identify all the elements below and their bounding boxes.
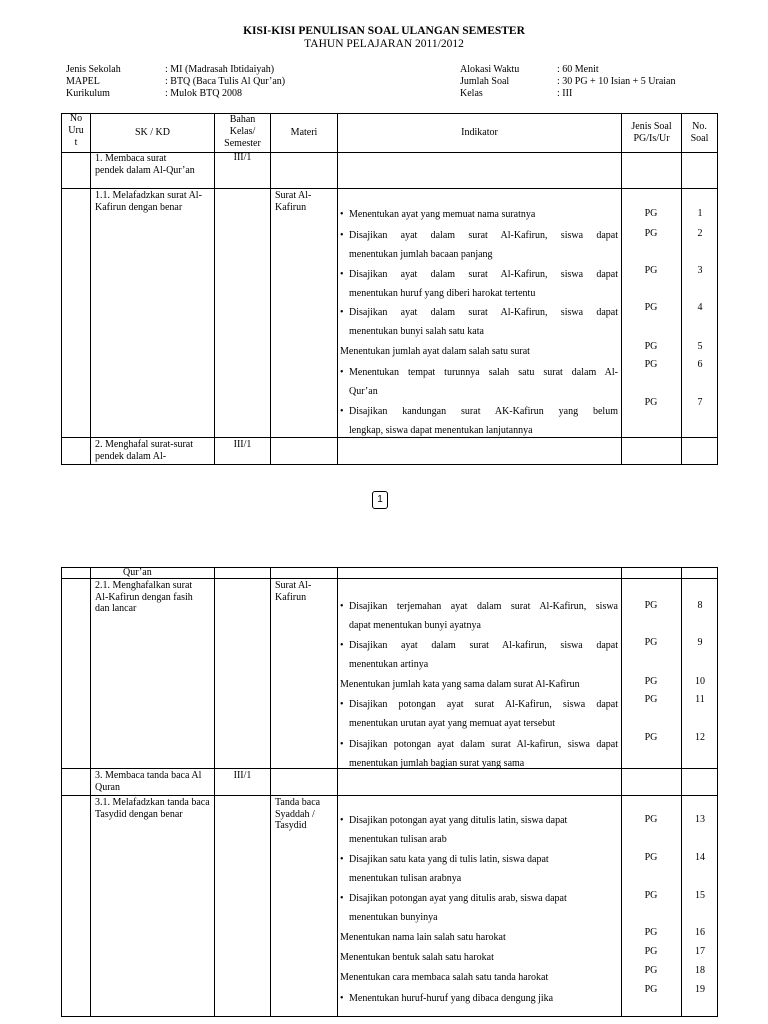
indicator-item: • Disajikan satu kata yang di tulis latin, siswa dapat menentukan tulisan arabnya <box>340 854 549 884</box>
question-number: 9 <box>697 637 703 648</box>
question-type: PG <box>644 208 658 219</box>
question-type: PG <box>644 228 658 239</box>
question-type: PG <box>644 265 658 276</box>
document-title: KISI-KISI PENULISAN SOAL ULANGAN SEMESTER <box>243 25 525 37</box>
question-number: 15 <box>695 890 705 901</box>
kelas-semester: III/1 <box>233 770 252 781</box>
info-value: : 60 Menit <box>557 64 599 75</box>
question-number: 8 <box>697 600 703 611</box>
question-number: 2 <box>697 228 703 239</box>
info-label: MAPEL <box>66 76 100 87</box>
indicator-item: • Menentukan tempat turunnya salah satu surat dalam Al- Qur’an <box>340 367 618 397</box>
info-value: : MI (Madrasah Ibtidaiyah) <box>165 64 275 75</box>
col-indikator: Indikator <box>461 127 498 138</box>
kd-text: 1.1. Melafadzkan surat Al-Kafirun dengan benar <box>95 190 202 213</box>
indicator-item: Menentukan cara membaca salah satu tanda harokat <box>340 972 549 983</box>
info-label: Kurikulum <box>66 88 110 99</box>
kd-text: 3.1. Melafadzkan tanda baca Tasydid dengan benar <box>95 797 210 820</box>
question-type: PG <box>644 984 658 995</box>
info-label: Jenis Sekolah <box>66 64 121 75</box>
question-number: 19 <box>695 984 705 995</box>
question-number: 4 <box>697 302 703 313</box>
col-materi: Materi <box>290 127 318 138</box>
question-number: 5 <box>697 341 703 352</box>
question-type: PG <box>644 676 658 687</box>
info-label: Alokasi Waktu <box>460 64 520 75</box>
question-type: PG <box>644 946 658 957</box>
info-label: Jumlah Soal <box>460 76 510 87</box>
question-type: PG <box>644 890 658 901</box>
indicator-item: • Disajikan potongan ayat surat Al-Kafirun, siswa dapat menentukan urutan ayat yang memuat ayat tersebut <box>340 699 618 729</box>
sk-text-continued: Qur’an <box>123 567 152 578</box>
question-number: 16 <box>695 927 705 938</box>
indicator-item: • Disajikan ayat dalam surat Al-Kafirun, siswa dapat menentukan jumlah bacaan panjang <box>340 230 618 260</box>
kelas-semester: III/1 <box>233 439 252 450</box>
sk-text: 2. Menghafal surat-surat pendek dalam Al- <box>95 439 194 462</box>
materi-text: Surat Al-Kafirun <box>275 190 312 213</box>
sk-text: 3. Membaca tanda baca Al Quran <box>95 770 202 793</box>
question-number: 11 <box>695 694 705 705</box>
indicator-item: • Disajikan potongan ayat yang ditulis latin, siswa dapat menentukan tulisan arab <box>340 815 568 845</box>
question-number: 14 <box>695 852 705 863</box>
indicator-item: • Disajikan ayat dalam surat Al-Kafirun, siswa dapat menentukan bunyi salah satu kata <box>340 307 618 337</box>
indicator-item: • Disajikan potongan ayat yang ditulis arab, siswa dapat menentukan bunyinya <box>340 893 567 923</box>
indicator-item: Menentukan bentuk salah satu harokat <box>340 952 494 963</box>
kelas-semester: III/1 <box>233 152 252 163</box>
question-type: PG <box>644 814 658 825</box>
question-type: PG <box>644 732 658 743</box>
question-type: PG <box>644 600 658 611</box>
question-type: PG <box>644 965 658 976</box>
indicator-item: Menentukan nama lain salah satu harokat <box>340 932 506 943</box>
question-type: PG <box>644 694 658 705</box>
document-subtitle: TAHUN PELAJARAN 2011/2012 <box>304 38 464 50</box>
indicator-item: • Menentukan huruf-huruf yang dibaca dengung jika <box>340 993 554 1004</box>
question-number: 3 <box>697 265 703 276</box>
question-type: PG <box>644 341 658 352</box>
page-number-badge: 1 <box>372 491 388 509</box>
question-type: PG <box>644 852 658 863</box>
info-value: : III <box>557 88 573 99</box>
info-value: : Mulok BTQ 2008 <box>165 88 242 99</box>
question-number: 1 <box>697 208 703 219</box>
indicator-item: Menentukan jumlah kata yang sama dalam surat Al-Kafirun <box>340 679 580 690</box>
indicator-item: • Disajikan potongan ayat dalam surat Al-kafirun, siswa dapat menentukan jumlah bagian surat yang sama <box>340 739 618 769</box>
question-type: PG <box>644 302 658 313</box>
info-value: : 30 PG + 10 Isian + 5 Uraian <box>557 76 676 87</box>
question-number: 10 <box>695 676 705 687</box>
info-value: : BTQ (Baca Tulis Al Qur’an) <box>165 76 286 87</box>
col-sk-kd: SK / KD <box>134 127 170 138</box>
col-no-soal: No. Soal <box>690 121 709 144</box>
indicator-item: • Disajikan ayat dalam surat Al-kafirun, siswa dapat menentukan artinya <box>340 640 618 670</box>
indicator-item: • Disajikan terjemahan ayat dalam surat Al-Kafirun, siswa dapat menentukan bunyi ayatnya <box>340 601 618 631</box>
indicator-item: • Menentukan ayat yang memuat nama suratnya <box>340 209 536 220</box>
question-number: 18 <box>695 965 705 976</box>
question-number: 12 <box>695 732 705 743</box>
materi-text: Tanda baca Syaddah / Tasydid <box>275 797 321 831</box>
materi-text: Surat Al-Kafirun <box>275 580 312 603</box>
kd-text: 2.1. Menghafalkan surat Al-Kafirun dengan fasih dan lancar <box>95 580 193 614</box>
question-type: PG <box>644 359 658 370</box>
question-number: 7 <box>697 397 703 408</box>
info-label: Kelas <box>460 88 483 99</box>
col-no-urut: No Uru t <box>68 113 84 148</box>
indicator-item: • Disajikan kandungan surat AK-Kafirun yang belum lengkap, siswa dapat menentukan lanjutannya <box>340 406 618 436</box>
question-number: 6 <box>697 359 703 370</box>
col-jenis-soal: Jenis Soal PG/Is/Ur <box>631 121 672 144</box>
question-type: PG <box>644 637 658 648</box>
question-number: 17 <box>695 946 705 957</box>
question-type: PG <box>644 397 658 408</box>
question-type: PG <box>644 927 658 938</box>
question-number: 13 <box>695 814 705 825</box>
col-bahan: Bahan Kelas/ Semester <box>224 114 261 149</box>
indicator-item: Menentukan jumlah ayat dalam salah satu surat <box>340 346 530 357</box>
sk-text: 1. Membaca surat pendek dalam Al-Qur’an <box>95 153 195 176</box>
indicator-item: • Disajikan ayat dalam surat Al-Kafirun, siswa dapat menentukan huruf yang diberi harokat tertentu <box>340 269 618 299</box>
